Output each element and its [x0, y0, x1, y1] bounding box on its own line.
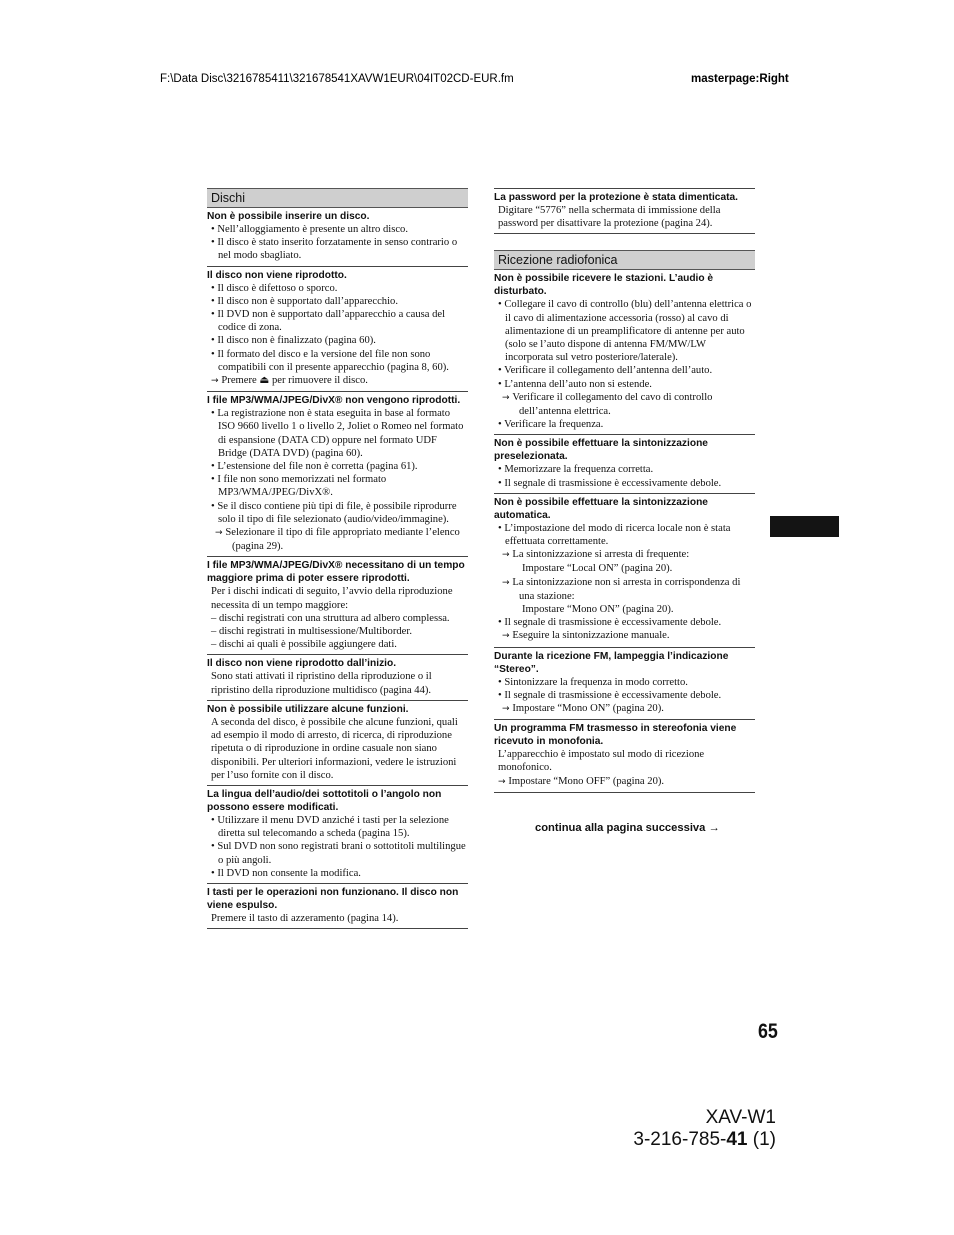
troubleshooting-entry [207, 392, 468, 557]
troubleshooting-entry [207, 267, 468, 393]
text-line: Impostare “Mono ON” (pagina 20). [522, 604, 674, 616]
arrow-right-icon: → [211, 376, 222, 387]
arrow-right-icon: → [502, 550, 513, 561]
troubleshooting-entry [494, 435, 755, 493]
section-title-dischi: Dischi [207, 188, 468, 208]
model-code: 3-216-785-41 (1) [633, 1129, 776, 1150]
remedy-line: → La sintonizzazione non si arresta in corrispondenza di una stazione: [502, 576, 741, 602]
arrow-right-icon: → [502, 704, 513, 715]
right-column [494, 188, 755, 793]
entry-heading: La password per la protezione è stata dimenticata. [494, 192, 739, 203]
bullet-line: • Nell’alloggiamento è presente un altro disco. [211, 224, 408, 235]
dash-line: – dischi registrati con una struttura ad albero complessa. [211, 612, 450, 624]
entry-heading: Durante la ricezione FM, lampeggia l’indicazione “Stereo”. [494, 650, 729, 675]
password-entry [494, 188, 755, 234]
bullet-line: • L’antenna dell’auto non si estende. [498, 378, 652, 390]
page-number: 65 [758, 1020, 778, 1043]
bullet-line: • Verificare il collegamento dell’antenna dell’auto. [498, 365, 713, 377]
bullet-line: • Il segnale di trasmissione è eccessivamente debole. [498, 477, 722, 489]
remedy-line: → Impostare “Mono OFF” (pagina 20). [498, 775, 665, 787]
entry-heading: Non è possibile effettuare la sintonizzazione automatica. [494, 496, 708, 521]
text-line: Per i dischi indicati di seguito, l’avvio della riproduzione necessita di un tempo maggiore: [211, 586, 453, 611]
remedy-line: → La sintonizzazione si arresta di frequente: [502, 549, 690, 561]
remedy-line: → Impostare “Mono ON” (pagina 20). [502, 703, 664, 715]
troubleshooting-entry [494, 270, 755, 435]
bullet-line: • I file non sono memorizzati nel formato MP3/WMA/JPEG/DivX®. [211, 474, 387, 499]
text-line: A seconda del disco, è possibile che alcune funzioni, quali ad esempio il modo di arresto, di ricerca, di riproduzione ripetuta o di riproduzione in ordine casuale non siano disponibili. Per ulteriori informazioni, vedere le istruzioni per l’uso fornite con il disco. [211, 716, 458, 781]
text-line: Digitare “5776” nella schermata di immissione della password per disattivare la protezione (pagina 24). [498, 205, 721, 230]
arrow-right-icon: → [502, 577, 513, 588]
text-line: L’apparecchio è impostato sul modo di ricezione monofonico. [498, 749, 705, 774]
text-line: Impostare “Local ON” (pagina 20). [522, 563, 673, 575]
continue-next-page: continua alla pagina successiva → [535, 822, 720, 834]
arrow-right-icon: → [502, 392, 513, 403]
troubleshooting-entry [207, 786, 468, 884]
troubleshooting-entry [494, 720, 755, 793]
entry-heading: Un programma FM trasmesso in stereofonia viene ricevuto in monofonia. [494, 723, 737, 748]
right-entries [494, 270, 755, 792]
entry-heading: Il disco non viene riprodotto. [207, 269, 347, 281]
bullet-line: • L’estensione del file non è corretta (pagina 61). [211, 461, 418, 473]
troubleshooting-entry [494, 188, 755, 234]
model-name: XAV-W1 [705, 1107, 776, 1128]
bullet-line: • Il disco non è supportato dall’apparecchio. [211, 295, 398, 307]
left-column [207, 188, 468, 929]
entry-heading: Il disco non viene riprodotto dall’inizio. [207, 658, 397, 670]
troubleshooting-entry [207, 208, 468, 267]
arrow-right-icon: → [498, 776, 509, 787]
remedy-line: → Eseguire la sintonizzazione manuale. [502, 630, 670, 642]
section-title-ricezione: Ricezione radiofonica [494, 250, 755, 270]
remedy-line: → Premere ⏏ per rimuovere il disco. [211, 375, 368, 387]
entry-heading: Non è possibile utilizzare alcune funzioni. [207, 703, 409, 715]
entry-heading: I tasti per le operazioni non funzionano. Il disco non viene espulso. [207, 886, 459, 911]
bullet-line: • Sul DVD non sono registrati brani o sottotitoli multilingue o più angoli. [211, 841, 466, 866]
remedy-line: → Verificare il collegamento del cavo di controllo dell’antenna elettrica. [502, 391, 713, 418]
troubleshooting-entry [207, 701, 468, 786]
troubleshooting-entry [207, 884, 468, 929]
troubleshooting-entry [494, 648, 755, 721]
bullet-line: • Sintonizzare la frequenza in modo corretto. [498, 676, 688, 688]
bullet-line: • Il segnale di trasmissione è eccessivamente debole. [498, 689, 722, 701]
bullet-line: • Memorizzare la frequenza corretta. [498, 464, 654, 476]
text-line: Premere il tasto di azzeramento (pagina 14). [211, 912, 399, 924]
troubleshooting-entry [494, 494, 755, 648]
entry-heading: Non è possibile ricevere le stazioni. L’audio è disturbato. [494, 273, 714, 298]
bullet-line: • Se il disco contiene più tipi di file, è possibile riprodurre solo il tipo di file selezionato (audio/video/immagine). [211, 500, 457, 525]
troubleshooting-entry [207, 655, 468, 700]
dash-line: – dischi registrati in multisessione/Multiborder. [211, 626, 412, 638]
left-entries [207, 208, 468, 929]
dash-line: – dischi ai quali è possibile aggiungere dati. [211, 639, 397, 651]
masterpage-label: masterpage:Right [691, 73, 789, 85]
entry-heading: Non è possibile inserire un disco. [207, 211, 370, 222]
bullet-line: • Il formato del disco e la versione del file non sono compatibili con il presente apparecchio (pagina 8, 60). [211, 348, 449, 373]
arrow-right-icon: → [502, 631, 513, 642]
bullet-line: • Il disco è difettoso o sporco. [211, 282, 338, 294]
bullet-line: • La registrazione non è stata eseguita in base al formato ISO 9660 livello 1 o livello 2, Joliet o Romeo nel formato di espansione (DATA CD) oppure nel formato UDF Bridge (DATA DVD) (pagina 60). [211, 408, 464, 459]
text-line: Sono stati attivati il ripristino della riproduzione o il ripristino della riproduzione multidisco (pagina 44). [211, 671, 432, 696]
entry-heading: I file MP3/WMA/JPEG/DivX® non vengono riprodotti. [207, 395, 461, 407]
bullet-line: • Il disco è stato inserito forzatamente in senso contrario o nel modo sbagliato. [211, 237, 458, 262]
file-path-header: F:\Data Disc\3216785411\321678541XAVW1EUR\04IT02CD-EUR.fm [160, 73, 514, 85]
bullet-line: • Il DVD non è supportato dall’apparecchio a causa del codice di zona. [211, 309, 446, 334]
bullet-line: • Il DVD non consente la modifica. [211, 867, 361, 879]
arrow-right-icon: → [215, 528, 226, 539]
bullet-line: • Collegare il cavo di controllo (blu) dell’antenna elettrica o il cavo di alimentazione accessoria (rosso) al cavo di alimentazione di un preamplificatore di antenne per auto (solo se l’auto dispone di antenna FM/MW/LW incorporata sul vetro posteriore/laterale). [498, 299, 752, 364]
bullet-line: • Il segnale di trasmissione è eccessivamente debole. [498, 617, 722, 629]
chapter-tab-marker [770, 516, 839, 537]
entry-heading: Non è possibile effettuare la sintonizzazione preselezionata. [494, 438, 708, 463]
bullet-line: • Utilizzare il menu DVD anziché i tasti per la selezione diretta sul telecomando a scheda (pagina 15). [211, 814, 449, 840]
bullet-line: • L’impostazione del modo di ricerca locale non è stata effettuata correttamente. [498, 522, 731, 548]
troubleshooting-entry [207, 557, 468, 655]
model-info [633, 1107, 776, 1151]
bullet-line: • Il disco non è finalizzato (pagina 60). [211, 335, 376, 347]
entry-heading: La lingua dell’audio/dei sottotitoli o l’angolo non possono essere modificati. [207, 788, 442, 813]
entry-heading: I file MP3/WMA/JPEG/DivX® necessitano di un tempo maggiore prima di poter essere riprodotti. [207, 560, 465, 585]
remedy-line: → Selezionare il tipo di file appropriato mediante l’elenco (pagina 29). [215, 527, 460, 553]
bullet-line: • Verificare la frequenza. [498, 419, 604, 431]
